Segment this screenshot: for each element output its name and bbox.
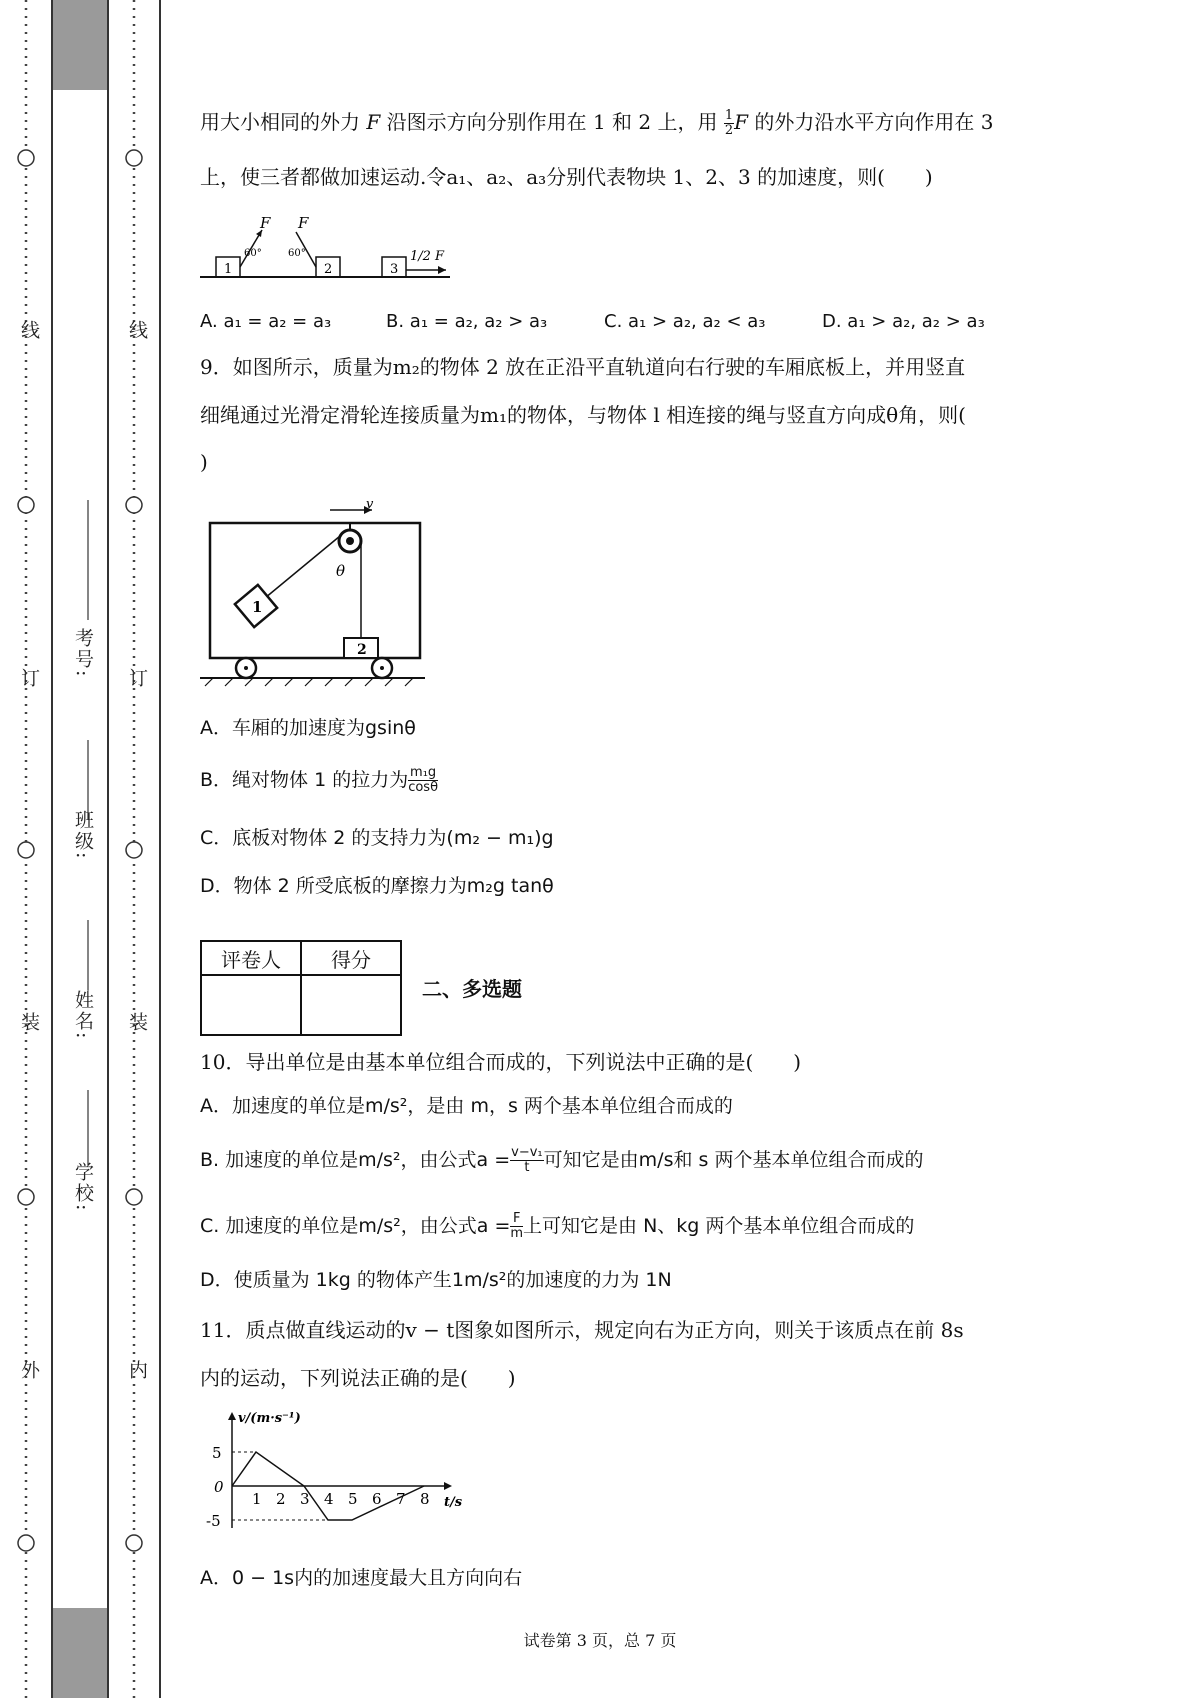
page-footer: 试卷第 3 页，总 7 页 bbox=[523, 1631, 677, 1650]
q8-option-b: B. a₁ = a₂, a₂ > a₃ bbox=[386, 311, 548, 332]
q8-option-c: C. a₁ > a₂, a₂ < a₃ bbox=[604, 311, 766, 332]
q8-option-d: D. a₁ > a₂, a₂ > a₃ bbox=[822, 311, 985, 332]
q8-fig-label-f1: F bbox=[260, 214, 271, 232]
q10-option-c-fraction bbox=[510, 1212, 523, 1241]
q11-option-a: A．0 − 1s内的加速度最大且方向向右 bbox=[200, 1567, 523, 1589]
q11-graph-xtick-8: 8 bbox=[420, 1490, 430, 1508]
q9-line3: ) bbox=[200, 450, 208, 474]
field-class: 班级: bbox=[72, 810, 94, 861]
margin-ding-inner: 订 bbox=[126, 668, 148, 689]
q10-option-c bbox=[200, 1212, 914, 1241]
field-name: 姓名: bbox=[72, 990, 94, 1041]
q11-graph-xlabel: t/s bbox=[444, 1495, 463, 1510]
q8-fig-label-2: 2 bbox=[324, 262, 333, 277]
score-table-score-cell bbox=[301, 975, 401, 1035]
margin-inner-label: 内 bbox=[126, 1360, 148, 1381]
q10-option-b bbox=[200, 1146, 923, 1175]
q8-figure bbox=[200, 212, 470, 284]
margin-ding-outer: 订 bbox=[18, 668, 40, 689]
q9-option-b bbox=[200, 766, 438, 795]
q11-graph-xtick-2: 2 bbox=[276, 1490, 286, 1508]
q9-line2: 细绳通过光滑定滑轮连接质量为m₁的物体，与物体 l 相连接的绳与竖直方向成θ角，则( bbox=[200, 403, 966, 427]
q9-option-b-fraction bbox=[408, 766, 438, 795]
q9-fig-label-v: v bbox=[366, 498, 374, 512]
q8-fig-label-f2: F bbox=[298, 214, 309, 232]
q9-option-b-num: m₁g bbox=[410, 765, 437, 780]
q9-fig-label-theta: θ bbox=[336, 562, 346, 580]
field-school: 学校: bbox=[72, 1162, 94, 1213]
binding-margin bbox=[0, 0, 162, 1698]
score-table-col-grader: 评卷人 bbox=[201, 941, 301, 975]
margin-zhuang-outer: 装 bbox=[18, 1012, 40, 1033]
q9-option-d: D．物体 2 所受底板的摩擦力为m₂g tanθ bbox=[200, 875, 554, 897]
q8-fig-label-60b: 60° bbox=[288, 248, 306, 259]
q9-option-b-den: cosθ bbox=[408, 780, 439, 795]
q9-figure bbox=[200, 498, 440, 688]
q10-option-b-suffix: 可知它是由m/s和 s 两个基本单位组合而成的 bbox=[543, 1149, 924, 1171]
margin-zhuang-inner: 装 bbox=[126, 1012, 148, 1033]
field-exam-number: 考号: bbox=[72, 628, 94, 679]
q11-graph-xtick-5: 5 bbox=[348, 1490, 358, 1508]
q10-stem: 10．导出单位是由基本单位组合而成的，下列说法中正确的是( ) bbox=[200, 1050, 802, 1074]
q11-graph-ytick-5: 5 bbox=[212, 1444, 222, 1462]
q8-line1 bbox=[200, 108, 993, 138]
score-table-col-score: 得分 bbox=[301, 941, 401, 975]
q10-option-b-text: B. 加速度的单位是m/s²，由公式a = bbox=[200, 1149, 511, 1171]
q10-option-c-text: C. 加速度的单位是m/s²，由公式a = bbox=[200, 1215, 511, 1237]
q10-option-c-den: m bbox=[510, 1226, 524, 1241]
q11-graph-xtick-6: 6 bbox=[372, 1490, 382, 1508]
q9-fig-label-1: 1 bbox=[252, 598, 263, 616]
q11-graph-xtick-4: 4 bbox=[324, 1490, 334, 1508]
margin-xian-outer: 线 bbox=[18, 320, 40, 341]
q11-graph-xtick-7: 7 bbox=[396, 1490, 406, 1508]
q10-option-b-num: v−v₁ bbox=[511, 1145, 543, 1160]
q11-graph-ylabel: v/(m·s⁻¹) bbox=[238, 1411, 301, 1426]
q8-fig-label-1: 1 bbox=[224, 262, 233, 277]
q8-line1-c: 的外力沿水平方向作用在 3 bbox=[754, 110, 994, 134]
q10-option-a: A．加速度的单位是m/s²，是由 m，s 两个基本单位组合而成的 bbox=[200, 1095, 733, 1117]
margin-outer-label: 外 bbox=[18, 1360, 40, 1381]
q8-option-a: A. a₁ = a₂ = a₃ bbox=[200, 311, 332, 332]
section-title: 二、多选题 bbox=[422, 977, 522, 1001]
q10-option-d: D．使质量为 1kg 的物体产生1m/s²的加速度的力为 1N bbox=[200, 1269, 672, 1291]
q10-option-b-fraction bbox=[510, 1146, 544, 1175]
q10-option-b-den: t bbox=[524, 1160, 530, 1175]
margin-xian-inner: 线 bbox=[126, 320, 148, 341]
score-table-grader-cell bbox=[201, 975, 301, 1035]
score-table bbox=[200, 940, 402, 1036]
q8-fig-label-halff: 1/2 F bbox=[410, 249, 445, 264]
q8-line1-a: 用大小相同的外力 bbox=[200, 110, 360, 134]
q9-fig-label-2: 2 bbox=[357, 642, 367, 658]
q9-option-c: C．底板对物体 2 的支持力为(m₂ − m₁)g bbox=[200, 827, 554, 849]
q11-line2: 内的运动，下列说法正确的是( ) bbox=[200, 1366, 516, 1390]
q11-graph-ytick-0: 0 bbox=[214, 1478, 224, 1496]
q9-option-a: A．车厢的加速度为gsinθ bbox=[200, 717, 416, 739]
q11-graph-xtick-1: 1 bbox=[252, 1490, 262, 1508]
q8-line1-b: 沿图示方向分别作用在 1 和 2 上，用 bbox=[386, 110, 718, 134]
q11-vt-graph bbox=[200, 1408, 470, 1538]
q11-line1: 11．质点做直线运动的v − t图象如图所示，规定向右为正方向，则关于该质点在前 8s bbox=[200, 1318, 964, 1342]
q8-force-symbol: F bbox=[366, 110, 387, 134]
q8-line2: 上，使三者都做加速运动.令a₁、a₂、a₃分别代表物块 1、2、3 的加速度，则( ) bbox=[200, 165, 933, 189]
q10-option-c-num: F bbox=[510, 1212, 523, 1227]
q11-graph-ytick-neg5: -5 bbox=[206, 1512, 221, 1530]
q8-fig-label-60a: 60° bbox=[244, 248, 262, 259]
q11-graph-xtick-3: 3 bbox=[300, 1490, 310, 1508]
q9-line1: 9．如图所示，质量为m₂的物体 2 放在正沿平直轨道向右行驶的车厢底板上，并用竖直 bbox=[200, 355, 966, 379]
q10-option-c-suffix: 上可知它是由 N、kg 两个基本单位组合而成的 bbox=[523, 1215, 915, 1237]
q8-fig-label-3: 3 bbox=[390, 262, 399, 277]
q8-half-fraction: $\frac{1}{2}$ bbox=[724, 108, 734, 138]
q8-force-symbol-2: F bbox=[734, 110, 749, 134]
q9-option-b-text: B．绳对物体 1 的拉力为 bbox=[200, 769, 409, 791]
